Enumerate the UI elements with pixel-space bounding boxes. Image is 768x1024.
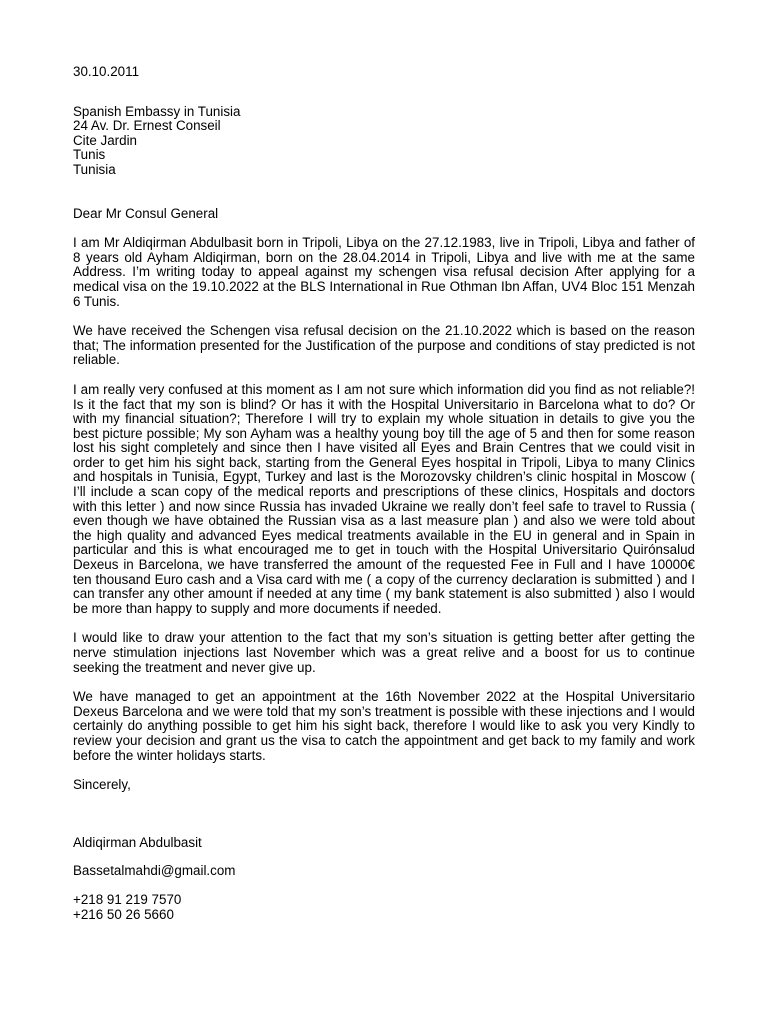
body-paragraph-2: We have received the Schengen visa refusal decision on the 21.10.2022 which is based on the reason that; The information presented for the Justification of the purpose and conditions of stay predicted is not reliable. (73, 323, 695, 368)
body-paragraph-1: I am Mr Aldiqirman Abdulbasit born in Tripoli, Libya on the 27.12.1983, live in Tripoli, Libya and father of 8 years old Ayham Aldiqirman, born on the 28.04.2014 in Tripoli, Libya and live with me at the same Address. I’m writing today to appeal against my schengen visa refusal decision After applying for a medical visa on the 19.10.2022 at the BLS International in Rue Othman Ibn Affan, UV4 Bloc 151 Menzah 6 Tunis. (73, 235, 695, 309)
recipient-line: 24 Av. Dr. Ernest Conseil (73, 118, 221, 134)
recipient-line: Tunisia (73, 161, 116, 177)
recipient-line: Spanish Embassy in Tunisia (73, 103, 241, 119)
body-paragraph-5: We have managed to get an appointment at the 16th November 2022 at the Hospital Universitario Dexeus Barcelona and we were told that my son’s treatment is possible with these injections and I would certainly do anything possible to get him his sight back, therefore I would like to ask you very Kindly to review your decision and grant us the visa to catch the appointment and get back to my family and work before the winter holidays starts. (73, 689, 695, 763)
phone-number: +218 91 219 7570 (73, 891, 182, 907)
letter-page (73, 65, 695, 922)
phone-number: +216 50 26 5660 (73, 906, 174, 922)
email-address: Bassetalmahdi@gmail.com (73, 863, 236, 879)
salutation: Dear Mr Consul General (73, 205, 219, 221)
recipient-line: Cite Jardin (73, 132, 138, 148)
letter-date: 30.10.2011 (73, 64, 140, 79)
body-paragraph-4: I would like to draw your attention to the fact that my son’s situation is getting better after getting the nerve stimulation injections last November which was a great relive and a boost for us to continue seeking the treatment and never give up. (73, 630, 695, 675)
signature-name: Aldiqirman Abdulbasit (73, 834, 202, 850)
body-paragraph-3: I am really very confused at this moment as I am not sure which information did you find as not reliable?! Is it the fact that my son is blind? Or has it with the Hospital Universitario in Barcelona what to do? Or with my financial situation?; Therefore I will try to explain my whole situation in details to give you the best picture possible; My son Ayham was a healthy young boy till the age of 5 and then for some reason lost his sight completely and since then I have visited all Eyes and Brain Centres that we could visit in order to get him his sight back, starting from the General Eyes hospital in Tripoli, Libya to many Clinics and hospitals in Tunisia, Egypt, Turkey and last is the Morozovsky children’s clinic hospital in Moscow ( I’ll include a scan copy of the medical reports and prescriptions of these clinics, Hospitals and doctors with this letter ) and now since Russia has invaded Ukraine we really don’t feel safe to travel to Russia ( even though we have obtained the Russian visa as a last measure plan ) and also we were told about the high quality and advanced Eyes medical treatments available in the EU in general and in Spain in particular and this is what encouraged me to get in touch with the Hospital Universitario Quirónsalud Dexeus in Barcelona, we have transferred the amount of the requested Fee in Full and I have 10000€ ten thousand Euro cash and a Visa card with me ( a copy of the currency declaration is submitted ) and I can transfer any other amount if needed at any time ( my bank statement is also submitted ) also I would be more than happy to supply and more documents if needed. (73, 381, 695, 616)
recipient-address (73, 105, 695, 178)
recipient-line: Tunis (73, 147, 106, 163)
closing: Sincerely, (73, 777, 131, 793)
